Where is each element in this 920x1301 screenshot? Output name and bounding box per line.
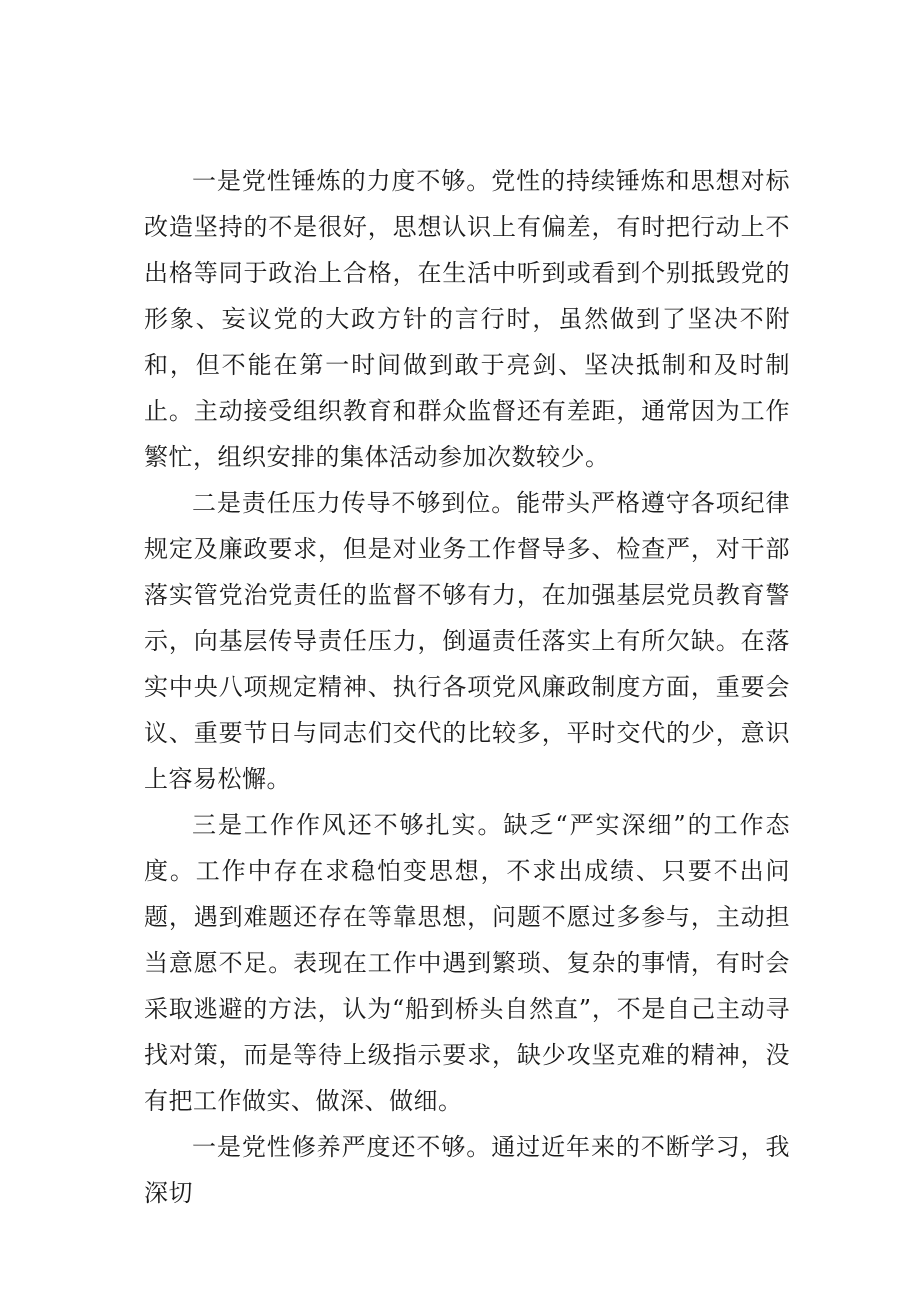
paragraph-responsibility: 二是责任压力传导不够到位。能带头严格遵守各项纪律规定及廉政要求，但是对业务工作督导多、检查严，对干部落实管党治党责任的监督不够有力，在加强基层党员教育警示，向基层传导责任压力，倒逼责任落实上有所欠缺。在落实中央八项规定精神、执行各项党风廉政制度方面，重要会议、重要节日与同志们交代的比较多，平时交代的少，意识上容易松懈。 bbox=[144, 489, 790, 793]
paragraph-party-spirit: 一是党性锤炼的力度不够。党性的持续锤炼和思想对标改造坚持的不是很好，思想认识上有偏差，有时把行动上不出格等同于政治上合格，在生活中听到或看到个别抵毁党的形象、妄议党的大政方针的言行时，虽然做到了坚决不附和，但不能在第一时间做到敢于亮剑、坚决抵制和及时制止。主动接受组织教育和群众监督还有差距，通常因为工作繁忙，组织安排的集体活动参加次数较少。 bbox=[144, 167, 790, 471]
document-body bbox=[144, 158, 790, 1216]
paragraph-work-style: 三是工作作风还不够扎实。缺乏“严实深细”的工作态度。工作中存在求稳怕变思想，不求出成绩、只要不出问题，遇到难题还存在等靠思想，问题不愿过多参与，主动担当意愿不足。表现在工作中遇到繁琐、复杂的事情，有时会采取逃避的方法，认为“船到桥头自然直”，不是自己主动寻找对策，而是等待上级指示要求，缺少攻坚克难的精神，没有把工作做实、做深、做细。 bbox=[144, 811, 790, 1115]
paragraph-party-cultivation: 一是党性修养严度还不够。通过近年来的不断学习，我深切 bbox=[144, 1133, 790, 1207]
